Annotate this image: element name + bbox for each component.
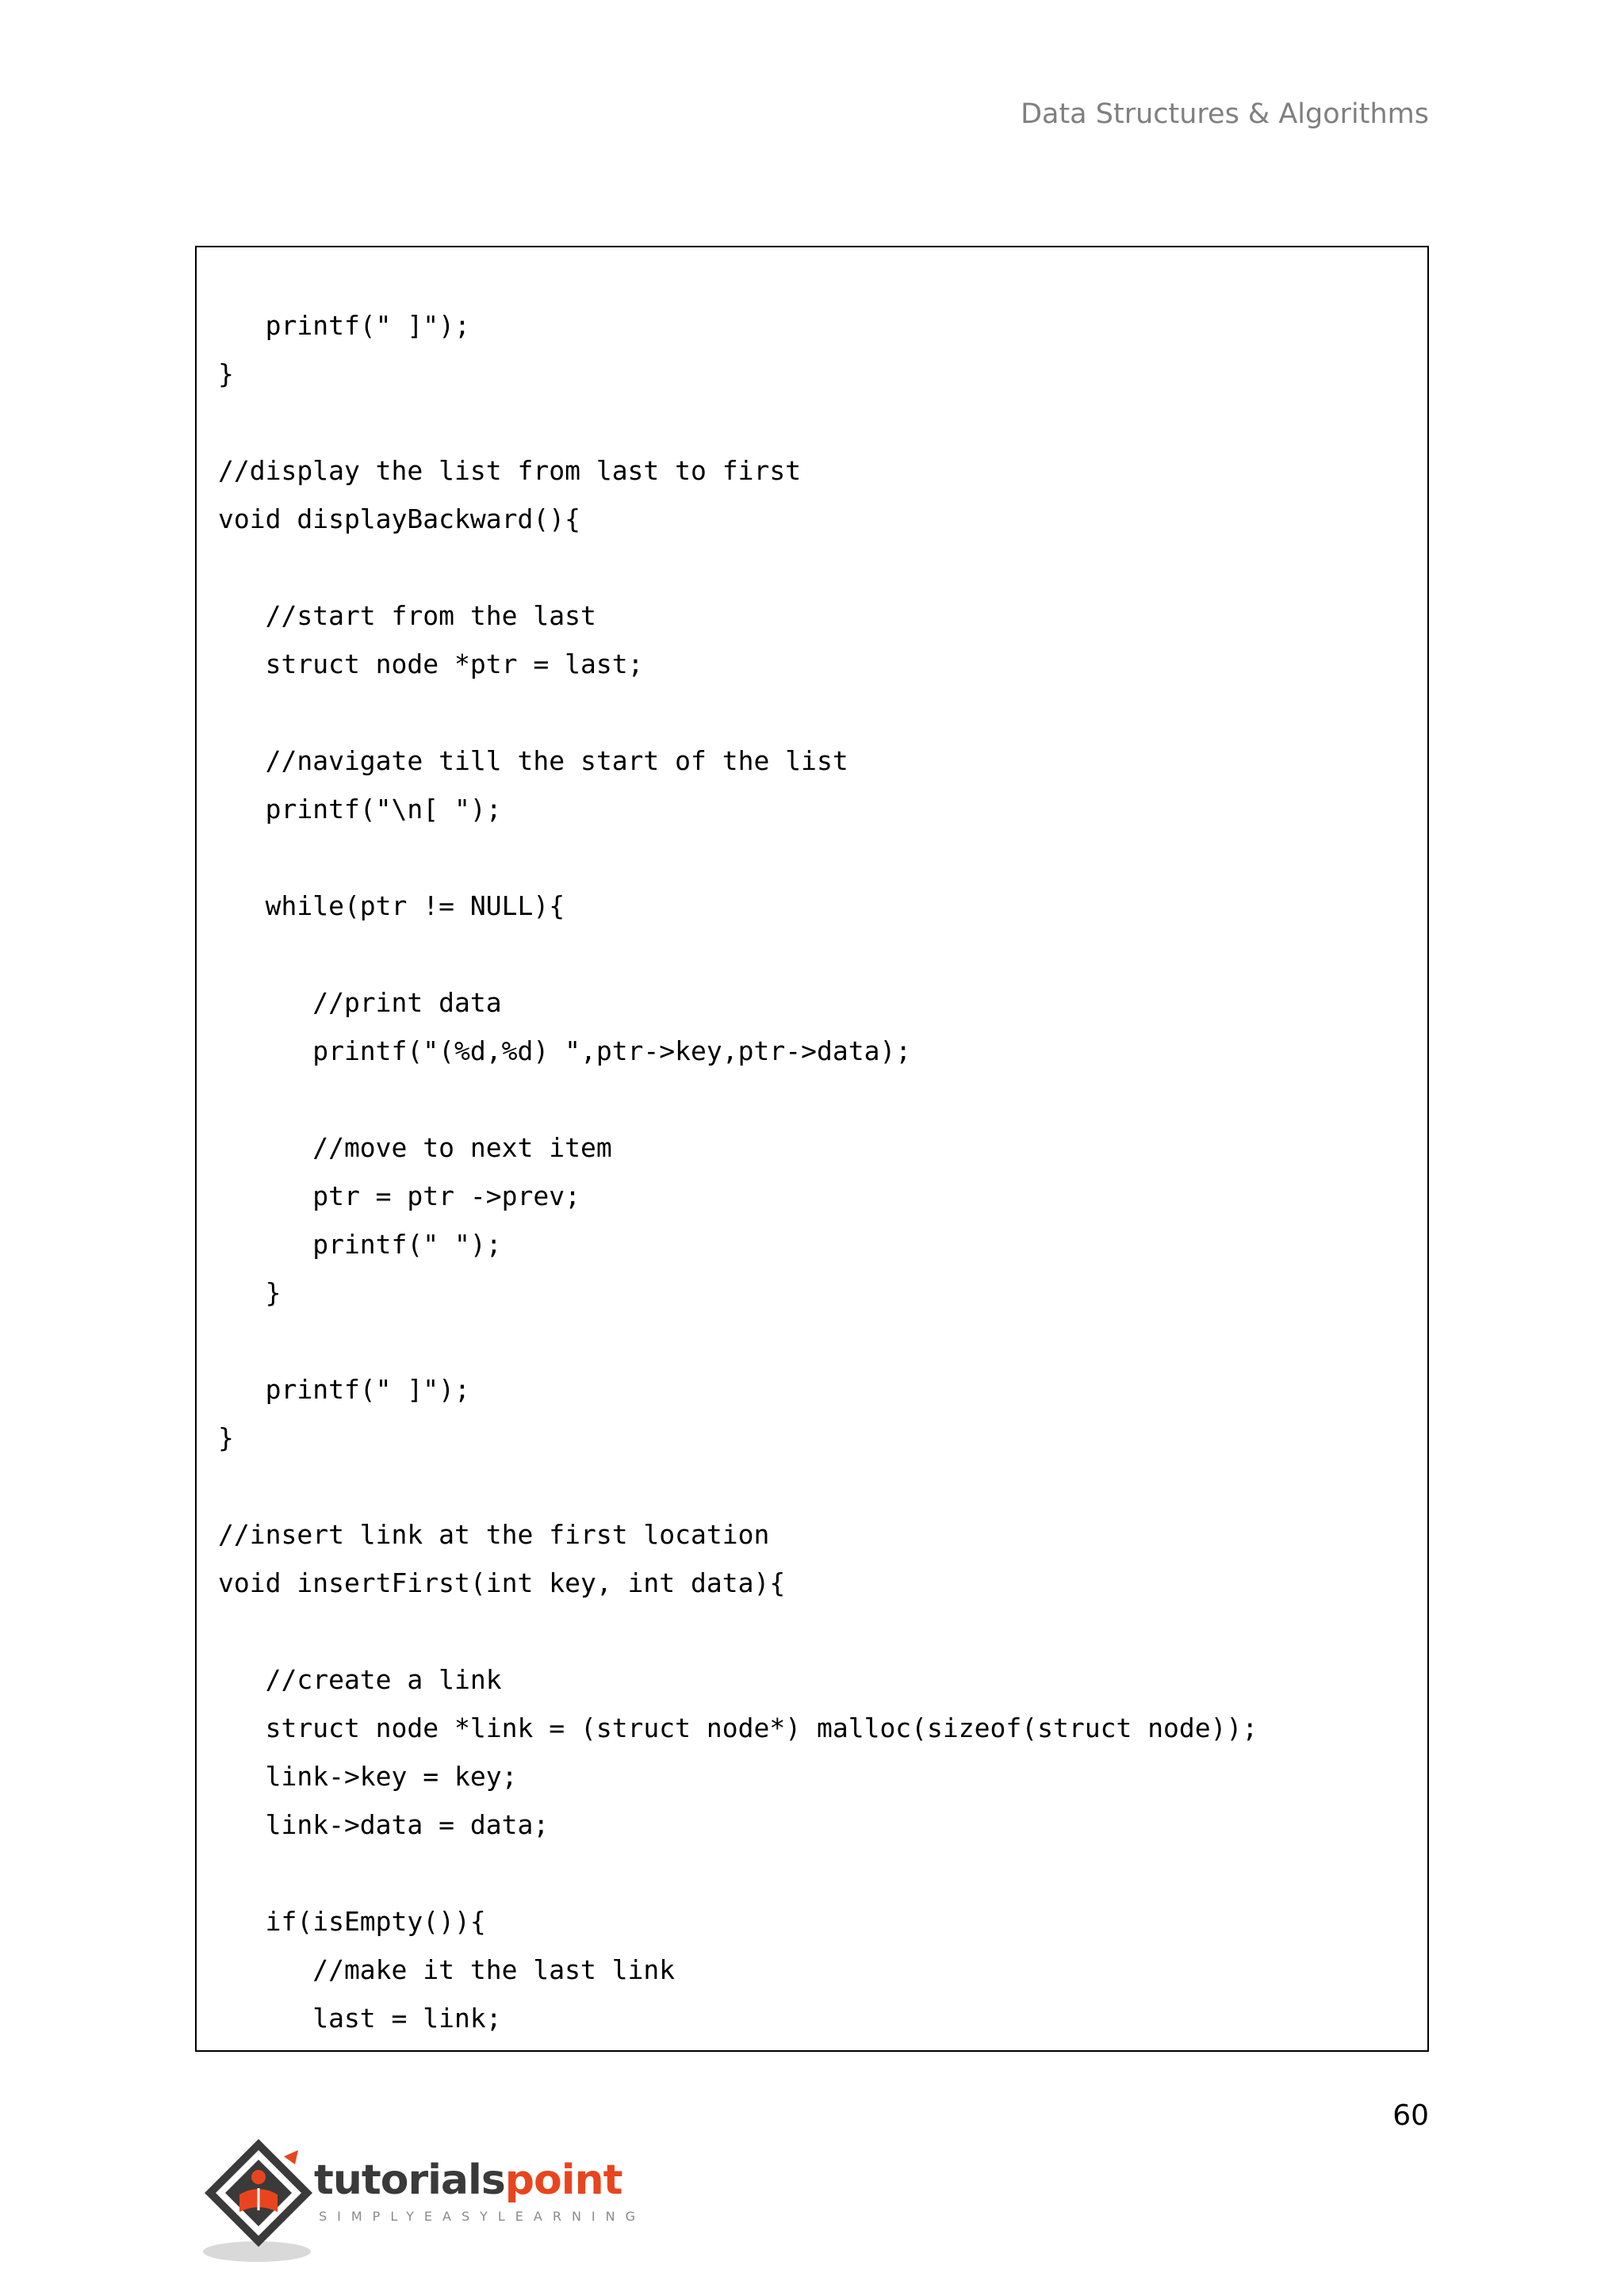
code-line: if(isEmpty()){ [218,1906,486,1937]
logo-wordmark-point: point [504,2156,622,2204]
tutorialspoint-logo [195,2133,646,2267]
code-line: printf("(%d,%d) ",ptr->key,ptr->data); [218,1035,912,1066]
logo-emblem-icon [195,2133,322,2267]
code-line [218,543,1258,591]
code-line [218,1462,1258,1510]
code-line [218,1075,1258,1123]
logo-wordmark [314,2156,622,2204]
code-line: //insert link at the first location [218,1519,770,1550]
code-line: } [218,1277,282,1308]
code-line: ptr = ptr ->prev; [218,1181,580,1211]
logo-wordmark-tutorials: tutorials [314,2156,505,2204]
code-line [218,1607,1258,1655]
code-line: printf(" "); [218,1229,502,1260]
code-block [195,246,1429,2052]
page-number: 60 [1392,2099,1429,2132]
code-line: } [218,358,234,389]
code-line: printf(" ]"); [218,1374,470,1405]
code-line: //create a link [218,1664,502,1695]
running-header: Data Structures & Algorithms [1021,98,1429,130]
code-line: printf("\n[ "); [218,794,502,825]
code-line: //start from the last [218,600,596,631]
code-line [218,1317,1258,1365]
code-line: //move to next item [218,1132,612,1163]
code-line: link->key = key; [218,1761,518,1792]
code-line: //print data [218,987,502,1018]
code-line: link->data = data; [218,1809,550,1840]
code-line [218,688,1258,737]
logo-tagline: SIMPLYEASYLEARNING [319,2209,646,2224]
code-line [218,833,1258,882]
code-line: printf(" ]"); [218,310,470,341]
code-lines [218,301,1258,2042]
code-line [218,930,1258,978]
code-line: } [218,1422,234,1453]
code-line: void insertFirst(int key, int data){ [218,1567,786,1598]
code-line: void displayBackward(){ [218,503,580,534]
code-line: struct node *ptr = last; [218,649,644,679]
code-line [218,1849,1258,1897]
code-line: while(ptr != NULL){ [218,890,565,921]
code-line: last = link; [218,2003,502,2034]
code-line [218,398,1258,446]
code-line: //make it the last link [218,1954,676,1985]
code-line: //navigate till the start of the list [218,745,848,776]
code-line: //display the list from last to first [218,455,802,486]
code-line: struct node *link = (struct node*) malloc(sizeof(struct node)); [218,1712,1258,1743]
